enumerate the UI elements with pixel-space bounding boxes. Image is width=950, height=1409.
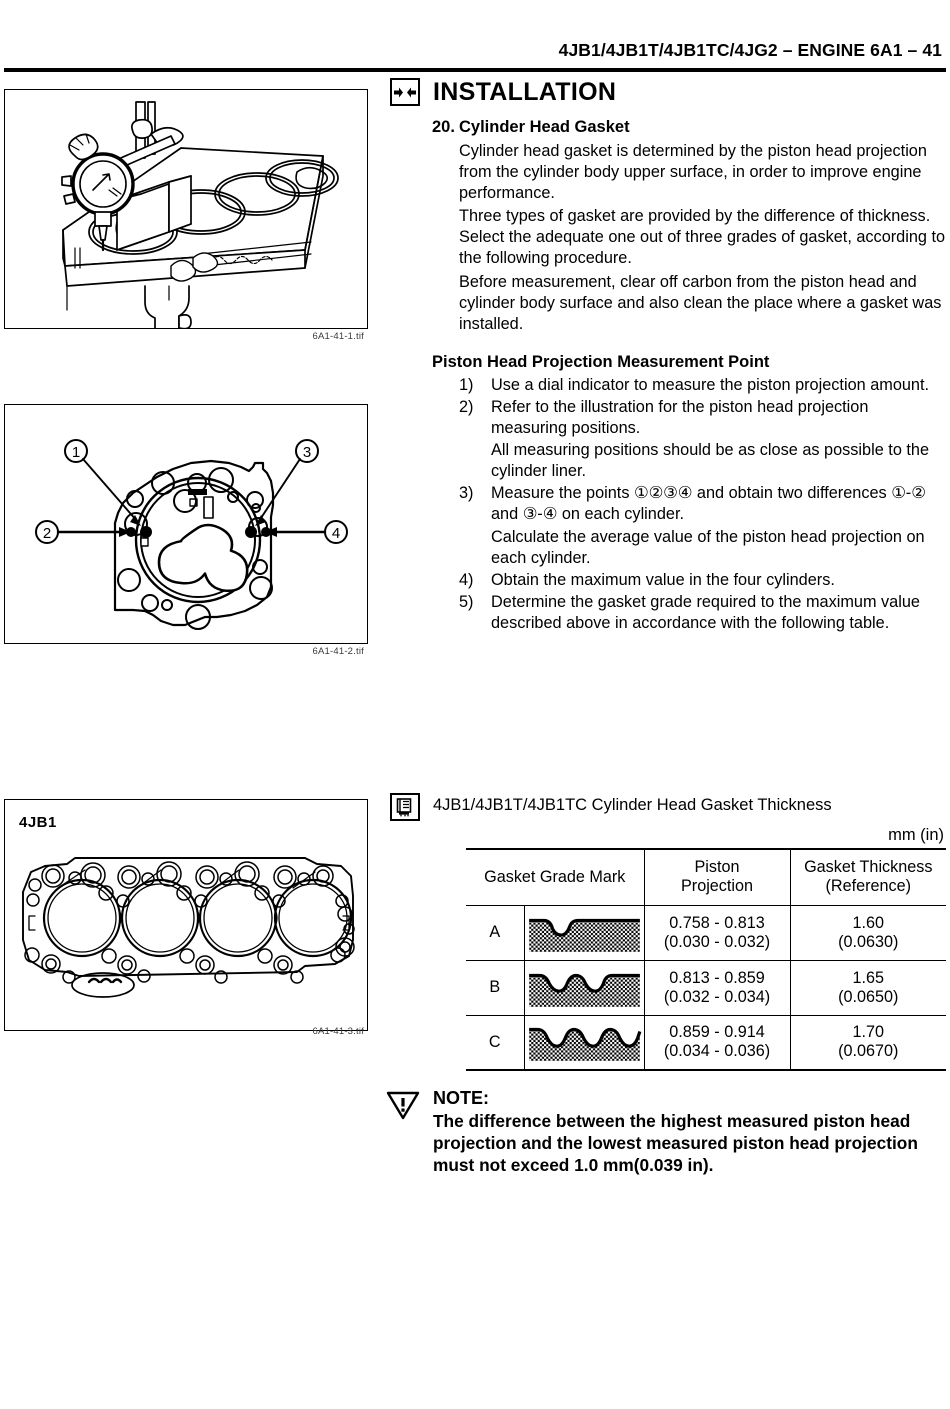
- gasket-thickness-value: [790, 1015, 946, 1070]
- step-marker: 1): [459, 375, 474, 394]
- grade-mark-diagram: [524, 905, 644, 960]
- item-20-paragraph-3: Before measurement, clear off carbon from the piston head and cylinder body surface and also clean the place where a gasket was installed.: [459, 272, 942, 333]
- measurement-step-5: [459, 592, 946, 634]
- grade-letter: A: [466, 905, 524, 960]
- table-row: [466, 960, 946, 1015]
- callout-3: 3: [302, 444, 312, 461]
- measurement-step-2-continuation: All measuring positions should be as close as possible to the cylinder liner.: [491, 441, 930, 481]
- figure-label-4jb1: 4JB1: [19, 814, 57, 831]
- note-block: [386, 1088, 946, 1177]
- thickness-in: (0.0630): [838, 932, 899, 951]
- callout-1: 1: [71, 444, 81, 461]
- table-head: [466, 849, 946, 905]
- gasket-thickness-table-block: [390, 793, 946, 1071]
- note-text: The difference between the highest measured piston head projection and the lowest measured piston head projection must not exceed 1.0 mm(0.039 in).: [433, 1111, 918, 1175]
- gasket-notch-profile-1: [527, 912, 642, 954]
- item-20-title: Cylinder Head Gasket: [459, 118, 630, 136]
- item-20-number: 20.: [432, 118, 455, 136]
- col-header-line1: Piston: [694, 858, 740, 877]
- table-row: [466, 905, 946, 960]
- thickness-mm: 1.70: [852, 1023, 884, 1042]
- measurement-step-2: [459, 397, 946, 439]
- gasket-thickness-value: [790, 960, 946, 1015]
- section-title: INSTALLATION: [433, 77, 617, 106]
- table-title: 4JB1/4JB1T/4JB1TC Cylinder Head Gasket Thickness: [433, 796, 832, 814]
- figure-caption: 6A1-41-3.tif: [312, 1026, 364, 1037]
- grade-letter: C: [466, 1015, 524, 1070]
- piston-projection-value: [644, 905, 790, 960]
- projection-in: (0.030 - 0.032): [663, 932, 771, 951]
- projection-in: (0.032 - 0.034): [663, 987, 771, 1006]
- step-marker: 4): [459, 570, 474, 589]
- callout-2: 2: [42, 525, 52, 542]
- thickness-in: (0.0670): [838, 1042, 899, 1061]
- col-header-gasket-thickness: [790, 849, 946, 905]
- step-marker: 5): [459, 592, 474, 611]
- figure-caption: 6A1-41-2.tif: [312, 646, 364, 657]
- bore-measurement-points-illustration: [5, 405, 368, 644]
- col-header-line2: Projection: [681, 877, 753, 896]
- measurement-step-4: [459, 570, 946, 591]
- col-header-line1: Gasket Thickness: [804, 858, 933, 877]
- head-gasket-illustration: [5, 800, 368, 1031]
- projection-in: (0.034 - 0.036): [663, 1042, 771, 1061]
- table-units: mm (in): [888, 826, 944, 844]
- grade-mark-diagram: [524, 1015, 644, 1070]
- grade-mark-diagram: [524, 960, 644, 1015]
- installation-arrows-icon: [390, 78, 420, 106]
- piston-projection-value: [644, 1015, 790, 1070]
- page-header: 4JB1/4JB1T/4JB1TC/4JG2 – ENGINE 6A1 – 41: [558, 40, 942, 60]
- projection-mm: 0.758 - 0.813: [669, 913, 765, 932]
- arrows-inward-glyph: [394, 87, 416, 98]
- step-text: Measure the points ①②③④ and obtain two differences ①-② and ③-④ on each cylinder.: [491, 484, 926, 524]
- grade-letter: B: [466, 960, 524, 1015]
- measurement-step-3: [459, 483, 946, 525]
- header-divider: [4, 68, 946, 72]
- step-marker: 3): [459, 484, 474, 503]
- note-body: [433, 1088, 941, 1177]
- dial-indicator-illustration: [5, 90, 368, 329]
- step-text: Refer to the illustration for the piston head projection measuring positions.: [491, 397, 869, 438]
- note-title: NOTE:: [433, 1088, 489, 1108]
- gasket-thickness-value: [790, 905, 946, 960]
- step-text: Obtain the maximum value in the four cylinders.: [491, 570, 835, 589]
- measurement-step-1: [459, 375, 946, 396]
- piston-projection-value: [644, 960, 790, 1015]
- step-text: Use a dial indicator to measure the piston projection amount.: [491, 375, 930, 394]
- thickness-mm: 1.65: [852, 968, 884, 987]
- col-header-line2: (Reference): [825, 877, 911, 896]
- callout-4: 4: [331, 525, 341, 542]
- gasket-notch-profile-3: [527, 1021, 642, 1063]
- item-20-paragraph-1: Cylinder head gasket is determined by the piston head projection from the cylinder body upper surface, in order to improve engine performance.: [459, 142, 927, 203]
- item-20-block: [432, 118, 946, 634]
- projection-mm: 0.859 - 0.914: [669, 1023, 765, 1042]
- gasket-thickness-table: [466, 848, 946, 1071]
- gasket-notch-profile-2: [527, 967, 642, 1009]
- figure-measurement-points: [4, 404, 368, 644]
- table-row: [466, 1015, 946, 1070]
- projection-mm: 0.813 - 0.859: [669, 968, 765, 987]
- thickness-mm: 1.60: [852, 913, 884, 932]
- figure-dial-indicator: [4, 89, 368, 329]
- item-20-paragraph-2: Three types of gasket are provided by the difference of thickness. Select the adequate one out of three grades of gasket, according to the following procedure.: [459, 207, 946, 268]
- table-header-row: [390, 793, 946, 821]
- main-content-column: [390, 78, 946, 635]
- col-header-piston-projection: [644, 849, 790, 905]
- step-text: Determine the gasket grade required to the maximum value described above in accordance with the following table.: [491, 592, 920, 632]
- installation-section-header: [390, 78, 946, 106]
- warning-triangle-icon: [386, 1090, 420, 1120]
- thickness-in: (0.0650): [838, 987, 899, 1006]
- measurement-point-heading: Piston Head Projection Measurement Point: [432, 352, 770, 371]
- specification-table-glyph: [395, 797, 415, 817]
- table-book-icon: [390, 793, 420, 821]
- col-header-grade-mark: Gasket Grade Mark: [466, 849, 644, 905]
- figure-caption: 6A1-41-1.tif: [312, 331, 364, 342]
- item-20-heading: [432, 118, 946, 137]
- measurement-step-3-continuation: Calculate the average value of the piston head projection on each cylinder.: [491, 527, 925, 567]
- figure-4jb1-gasket: [4, 799, 368, 1031]
- step-marker: 2): [459, 397, 474, 416]
